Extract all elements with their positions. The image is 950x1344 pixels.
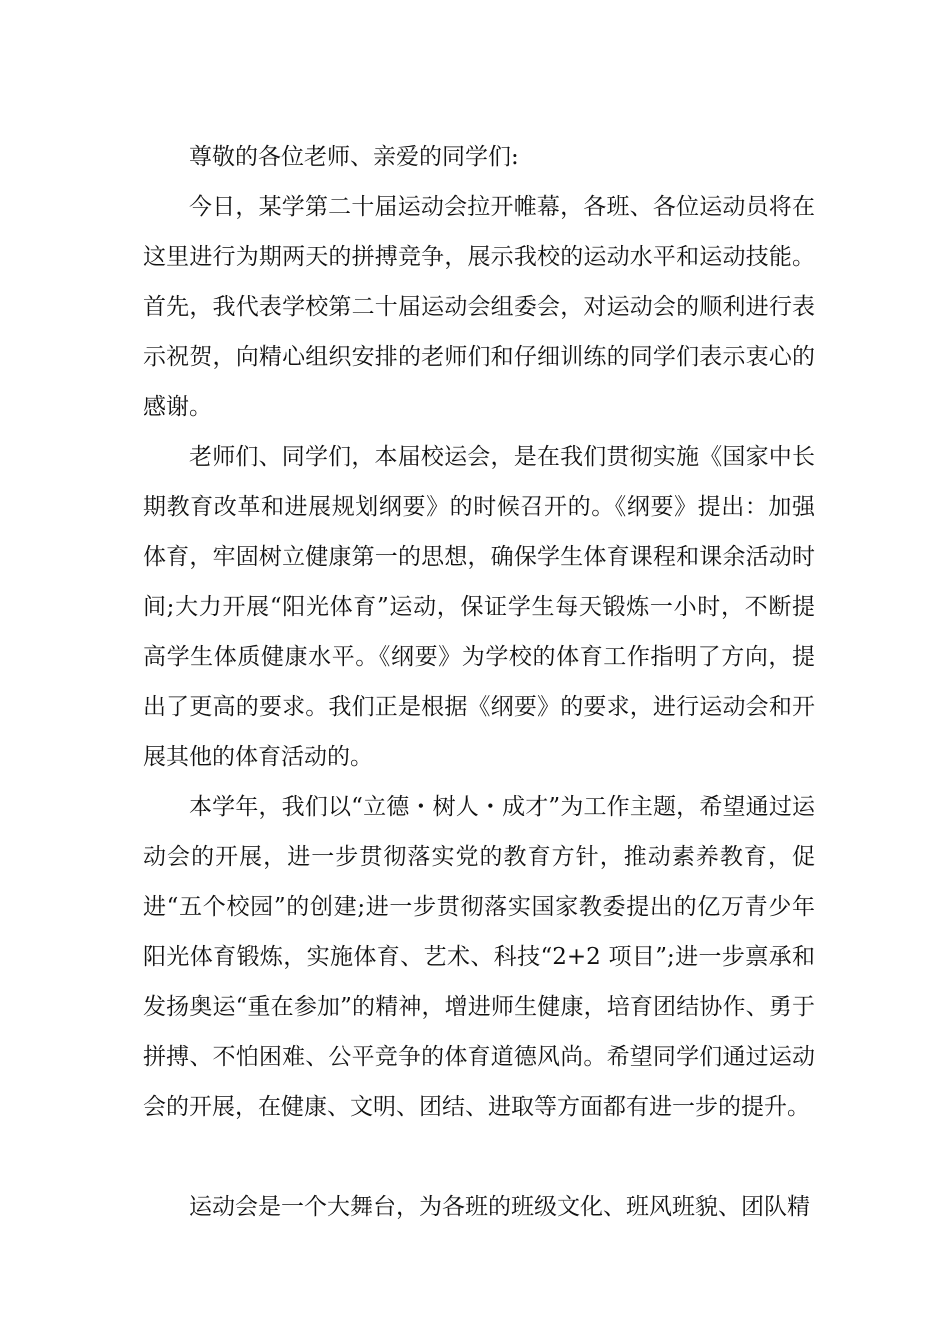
paragraph-stage: 运动会是一个大舞台，为各班的班级文化、班风班貌、团队精 <box>189 1194 810 1220</box>
paragraph-theme: 本学年，我们以“立德・树人・成才”为工作主题，希望通过运动会的开展，进一步贯彻落实党的教育方针，推动素养教育，促进“五个校园”的创建;进一步贯彻落实国家教委提出的亿万青少年阳光体育锻炼，实施体育、艺术、科技“2+2 项目”;进一步禀承和发扬奥运“重在参加”的精神，增进师生健康，培育团结协作、勇于拼搏、不怕困难、公平竞争的体育道德风尚。希望同学们通过运动会的开展，在健康、文明、团结、进取等方面都有进一步的提升。 <box>143 794 815 1120</box>
paragraph-opening: 今日，某学第二十届运动会拉开帷幕，各班、各位运动员将在这里进行为期两天的拼搏竞争，展示我校的运动水平和运动技能。首先，我代表学校第二十届运动会组委会，对运动会的顺利进行表示祝贺，向精心组织安排的老师们和仔细训练的同学们表示衷心的感谢。 <box>143 194 815 420</box>
document-body <box>143 132 815 1232</box>
salutation: 尊敬的各位老师、亲爱的同学们: <box>189 144 519 170</box>
paragraph-outline: 老师们、同学们，本届校运会，是在我们贯彻实施《国家中长期教育改革和进展规划纲要》的时候召开的。《纲要》提出：加强体育，牢固树立健康第一的思想，确保学生体育课程和课余活动时间;大力开展“阳光体育”运动，保证学生每天锻炼一小时，不断提高学生体质健康水平。《纲要》为学校的体育工作指明了方向，提出了更高的要求。我们正是根据《纲要》的要求，进行运动会和开展其他的体育活动的。 <box>143 444 815 770</box>
